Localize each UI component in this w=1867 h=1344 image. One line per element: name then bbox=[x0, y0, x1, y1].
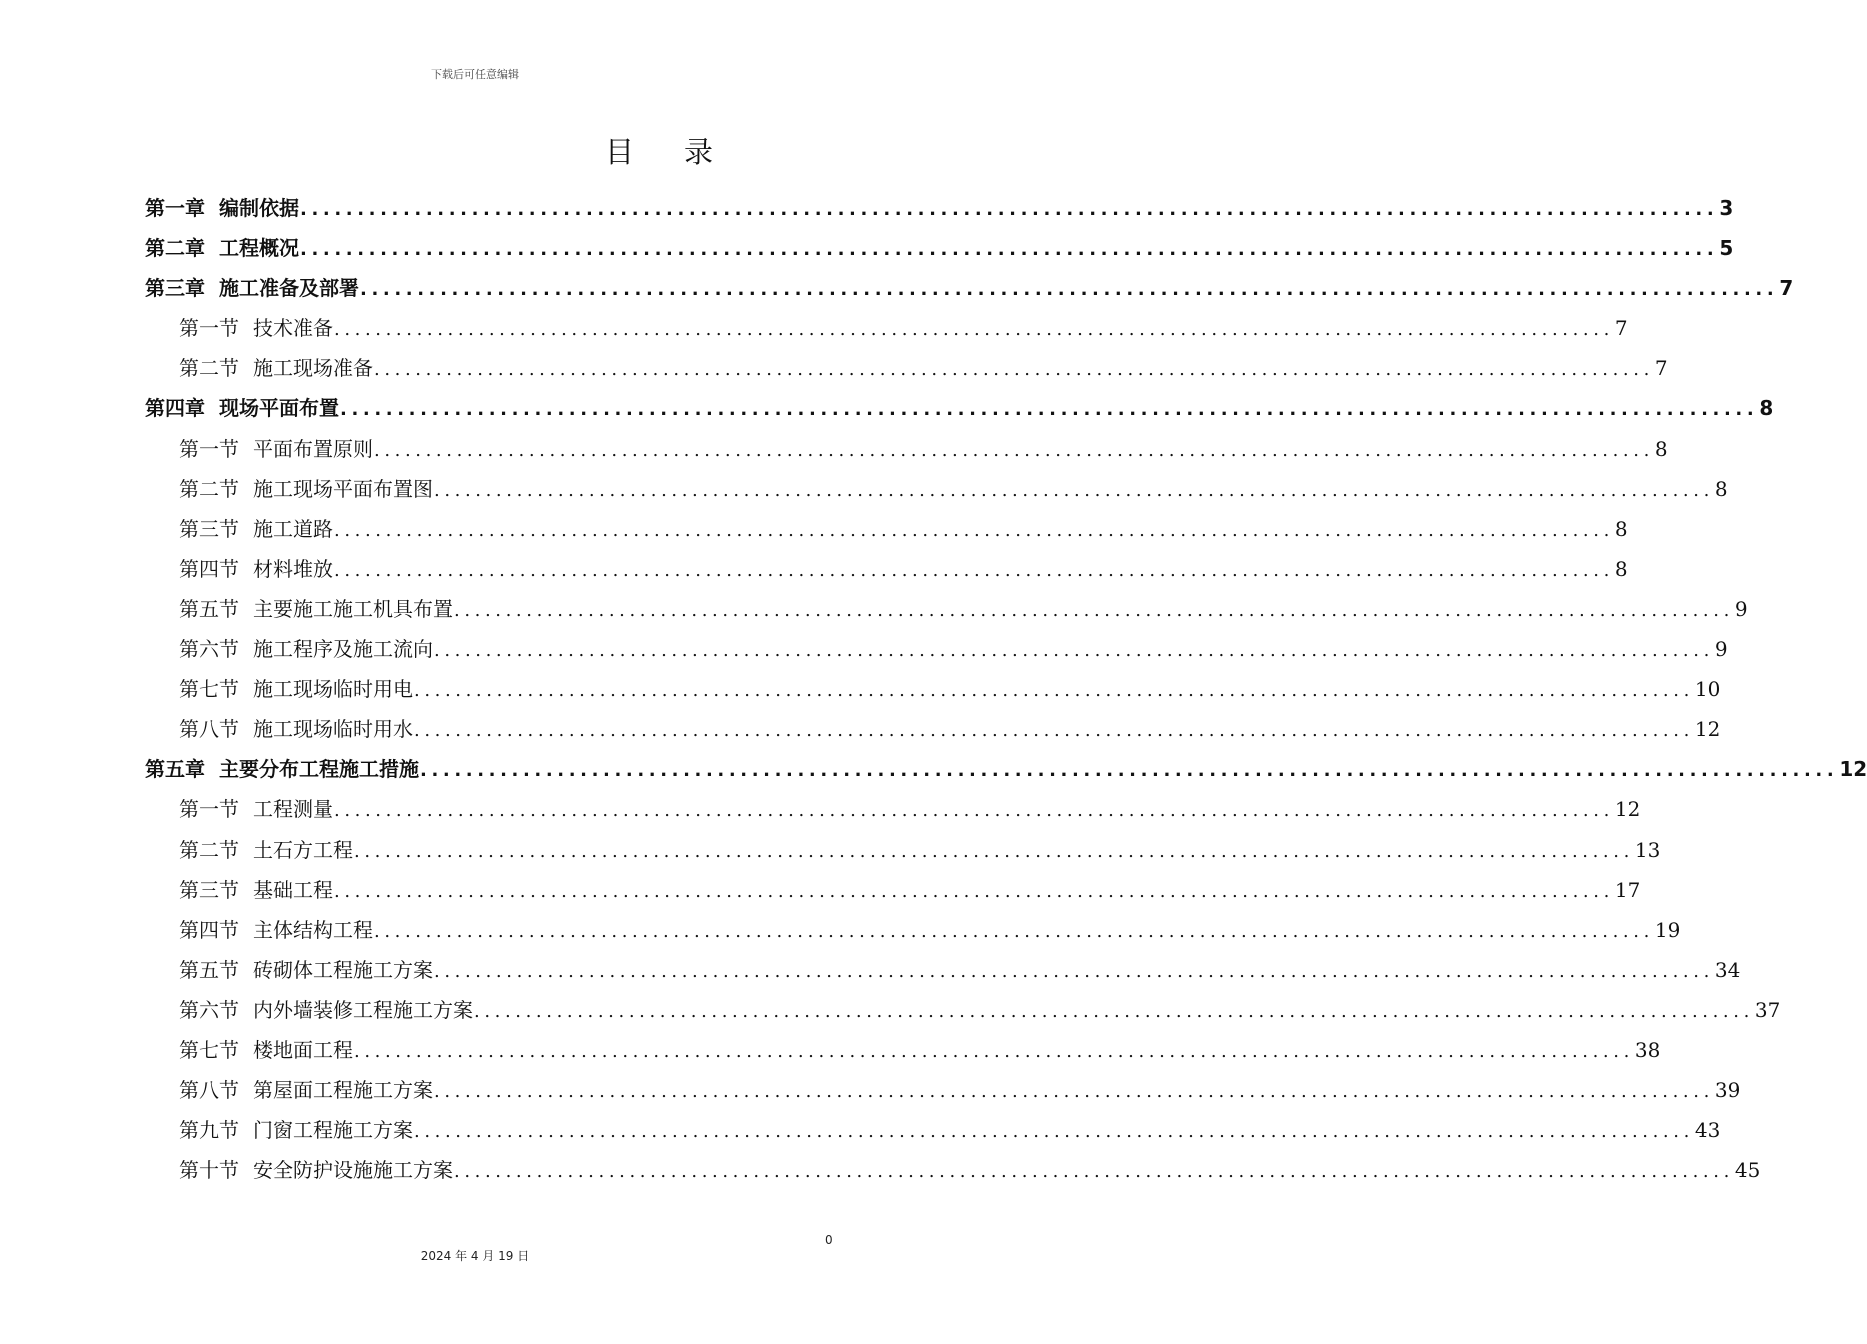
toc-entry-label bbox=[145, 268, 359, 308]
toc-entry-title: 工程概况 bbox=[219, 236, 299, 261]
toc-entry-title: 现场平面布置 bbox=[219, 396, 339, 421]
header-note: 下载后可任意编辑 bbox=[431, 68, 519, 81]
toc-entry-label bbox=[179, 589, 453, 629]
toc-entry-label bbox=[179, 950, 433, 990]
toc-entry-label bbox=[179, 509, 333, 549]
toc-dot-leader: ............................................................................................................................ bbox=[300, 199, 1719, 220]
toc-section-entry[interactable] bbox=[145, 910, 1681, 950]
toc-entry-label bbox=[179, 830, 353, 870]
toc-entry-label bbox=[145, 388, 339, 428]
toc-entry-page: 43 bbox=[1694, 1118, 1721, 1143]
toc-entry-page: 8 bbox=[1614, 556, 1628, 581]
toc-entry-number: 第八节 bbox=[179, 717, 239, 742]
toc-dot-leader: ............................................................................................................................ bbox=[300, 239, 1719, 261]
toc-entry-title: 主要分布工程施工措施 bbox=[219, 757, 419, 782]
toc-entry-title: 土石方工程 bbox=[253, 837, 353, 862]
footer-page-number: 0 bbox=[825, 1233, 833, 1247]
toc-entry-number: 第九节 bbox=[179, 1118, 239, 1143]
toc-entry-page: 12 bbox=[1839, 757, 1867, 782]
toc-entry-title: 施工道路 bbox=[253, 516, 333, 541]
toc-entry-title: 楼地面工程 bbox=[253, 1037, 353, 1062]
toc-entry-label bbox=[179, 870, 333, 910]
toc-dot-leader: ............................................................................................................................ bbox=[354, 1040, 1634, 1062]
page-title bbox=[0, 130, 950, 171]
toc-dot-leader: ............................................................................................................................ bbox=[454, 599, 1734, 621]
toc-chapter-entry[interactable] bbox=[145, 188, 1734, 228]
toc-section-entry[interactable] bbox=[145, 509, 1628, 549]
toc-entry-number: 第三节 bbox=[179, 516, 239, 541]
toc-entry-number: 第一节 bbox=[179, 797, 239, 822]
toc-dot-leader: ............................................................................................................................ bbox=[340, 399, 1759, 421]
toc-dot-leader: ............................................................................................................................ bbox=[474, 1000, 1754, 1022]
toc-entry-label bbox=[145, 188, 299, 228]
toc-section-entry[interactable] bbox=[145, 669, 1721, 709]
toc-entry-title: 施工现场准备 bbox=[253, 356, 373, 381]
toc-chapter-entry[interactable] bbox=[145, 388, 1774, 428]
toc-entry-number: 第二章 bbox=[145, 236, 205, 261]
toc-entry-label bbox=[179, 348, 373, 388]
toc-entry-page: 3 bbox=[1719, 196, 1734, 220]
toc-entry-label bbox=[179, 629, 433, 669]
toc-section-entry[interactable] bbox=[145, 950, 1741, 990]
toc-entry-page: 8 bbox=[1714, 476, 1728, 501]
toc-entry-label bbox=[179, 789, 333, 829]
toc-dot-leader: ............................................................................................................................ bbox=[374, 439, 1654, 461]
toc-entry-page: 5 bbox=[1719, 236, 1734, 261]
toc-entry-page: 45 bbox=[1734, 1158, 1761, 1183]
toc-dot-leader: ............................................................................................................................ bbox=[360, 279, 1779, 301]
toc-entry-page: 17 bbox=[1614, 877, 1641, 902]
toc-entry-label bbox=[179, 709, 413, 749]
toc-entry-title: 编制依据 bbox=[219, 196, 299, 220]
toc-entry-page: 9 bbox=[1714, 637, 1728, 662]
table-of-contents bbox=[145, 188, 1867, 1190]
toc-entry-label bbox=[179, 429, 373, 469]
toc-entry-title: 门窗工程施工方案 bbox=[253, 1118, 413, 1143]
toc-entry-number: 第五节 bbox=[179, 957, 239, 982]
toc-dot-leader: ............................................................................................................................ bbox=[434, 960, 1714, 982]
toc-dot-leader: ............................................................................................................................ bbox=[374, 359, 1654, 381]
toc-entry-number: 第八节 bbox=[179, 1078, 239, 1103]
toc-dot-leader: ............................................................................................................................ bbox=[334, 559, 1614, 581]
toc-dot-leader: ............................................................................................................................ bbox=[414, 720, 1694, 742]
toc-entry-number: 第三章 bbox=[145, 276, 205, 301]
toc-entry-page: 8 bbox=[1614, 516, 1628, 541]
toc-section-entry[interactable] bbox=[145, 348, 1668, 388]
toc-entry-title: 基础工程 bbox=[253, 877, 333, 902]
toc-entry-title: 施工现场临时用水 bbox=[253, 717, 413, 742]
toc-entry-label bbox=[179, 1150, 453, 1190]
toc-entry-page: 37 bbox=[1754, 997, 1781, 1022]
toc-dot-leader: ............................................................................................................................ bbox=[414, 1121, 1694, 1143]
toc-entry-number: 第三节 bbox=[179, 877, 239, 902]
toc-entry-number: 第四节 bbox=[179, 556, 239, 581]
toc-entry-number: 第五章 bbox=[145, 757, 205, 782]
toc-dot-leader: ............................................................................................................................ bbox=[374, 920, 1654, 942]
toc-entry-number: 第七节 bbox=[179, 1037, 239, 1062]
toc-entry-number: 第六节 bbox=[179, 637, 239, 662]
toc-dot-leader: ............................................................................................................................ bbox=[334, 800, 1614, 822]
footer-date: 2024 年 4 月 19 日 bbox=[420, 1249, 530, 1263]
toc-section-entry[interactable] bbox=[145, 589, 1748, 629]
toc-entry-page: 12 bbox=[1614, 797, 1641, 822]
toc-entry-page: 9 bbox=[1734, 596, 1748, 621]
toc-entry-label bbox=[179, 1110, 413, 1150]
toc-entry-title: 工程测量 bbox=[253, 797, 333, 822]
toc-entry-title: 平面布置原则 bbox=[253, 436, 373, 461]
toc-section-entry[interactable] bbox=[145, 1110, 1721, 1150]
toc-entry-number: 第四节 bbox=[179, 917, 239, 942]
toc-section-entry[interactable] bbox=[145, 549, 1628, 589]
toc-entry-page: 8 bbox=[1759, 396, 1774, 421]
toc-entry-number: 第一节 bbox=[179, 316, 239, 341]
toc-entry-page: 12 bbox=[1694, 717, 1721, 742]
toc-entry-page: 7 bbox=[1779, 276, 1794, 301]
toc-dot-leader: ............................................................................................................................ bbox=[434, 640, 1714, 662]
toc-dot-leader: ............................................................................................................................ bbox=[414, 680, 1694, 702]
toc-chapter-entry[interactable] bbox=[145, 228, 1734, 268]
toc-entry-number: 第二节 bbox=[179, 476, 239, 501]
toc-section-entry[interactable] bbox=[145, 1150, 1761, 1190]
toc-section-entry[interactable] bbox=[145, 789, 1641, 829]
toc-entry-title: 施工准备及部署 bbox=[219, 276, 359, 301]
toc-section-entry[interactable] bbox=[145, 1030, 1661, 1070]
toc-entry-title: 主要施工施工机具布置 bbox=[253, 596, 453, 621]
toc-entry-page: 7 bbox=[1654, 356, 1668, 381]
toc-section-entry[interactable] bbox=[145, 870, 1641, 910]
toc-entry-page: 13 bbox=[1634, 837, 1661, 862]
toc-entry-label bbox=[179, 549, 333, 589]
toc-entry-page: 38 bbox=[1634, 1037, 1661, 1062]
toc-section-entry[interactable] bbox=[145, 308, 1628, 348]
toc-dot-leader: ............................................................................................................................ bbox=[334, 319, 1614, 341]
toc-section-entry[interactable] bbox=[145, 830, 1661, 870]
toc-entry-title: 施工程序及施工流向 bbox=[253, 637, 433, 662]
toc-entry-label bbox=[145, 228, 299, 268]
toc-entry-page: 7 bbox=[1614, 316, 1628, 341]
toc-entry-number: 第五节 bbox=[179, 596, 239, 621]
toc-dot-leader: ............................................................................................................................ bbox=[420, 760, 1839, 782]
toc-entry-label bbox=[179, 1030, 353, 1070]
toc-section-entry[interactable] bbox=[145, 469, 1728, 509]
toc-dot-leader: ............................................................................................................................ bbox=[434, 1081, 1714, 1103]
toc-entry-number: 第二节 bbox=[179, 837, 239, 862]
toc-entry-title: 第屋面工程施工方案 bbox=[253, 1078, 433, 1103]
toc-entry-label bbox=[179, 308, 333, 348]
toc-dot-leader: ............................................................................................................................ bbox=[454, 1161, 1734, 1183]
toc-entry-number: 第一章 bbox=[145, 196, 205, 220]
toc-entry-label bbox=[145, 749, 419, 789]
toc-section-entry[interactable] bbox=[145, 1070, 1741, 1110]
toc-entry-title: 施工现场临时用电 bbox=[253, 677, 413, 702]
toc-entry-label bbox=[179, 669, 413, 709]
toc-dot-leader: ............................................................................................................................ bbox=[334, 880, 1614, 902]
toc-entry-label bbox=[179, 910, 373, 950]
toc-entry-title: 施工现场平面布置图 bbox=[253, 476, 433, 501]
toc-chapter-entry[interactable] bbox=[145, 749, 1867, 789]
toc-entry-label bbox=[179, 469, 433, 509]
toc-entry-number: 第一节 bbox=[179, 436, 239, 461]
toc-section-entry[interactable] bbox=[145, 709, 1721, 749]
toc-entry-number: 第六节 bbox=[179, 997, 239, 1022]
toc-entry-number: 第七节 bbox=[179, 677, 239, 702]
page-title-part1: 目 bbox=[604, 135, 636, 169]
toc-entry-page: 8 bbox=[1654, 436, 1668, 461]
toc-section-entry[interactable] bbox=[145, 429, 1668, 469]
toc-section-entry[interactable] bbox=[145, 629, 1728, 669]
toc-entry-number: 第二节 bbox=[179, 356, 239, 381]
page-title-part2: 录 bbox=[684, 135, 716, 169]
toc-entry-label bbox=[179, 1070, 433, 1110]
toc-entry-page: 10 bbox=[1694, 677, 1721, 702]
toc-dot-leader: ............................................................................................................................ bbox=[354, 840, 1634, 862]
toc-entry-page: 34 bbox=[1714, 957, 1741, 982]
toc-entry-title: 安全防护设施施工方案 bbox=[253, 1158, 453, 1183]
toc-entry-title: 内外墙装修工程施工方案 bbox=[253, 997, 473, 1022]
toc-entry-title: 砖砌体工程施工方案 bbox=[253, 957, 433, 982]
toc-entry-page: 19 bbox=[1654, 917, 1681, 942]
toc-dot-leader: ............................................................................................................................ bbox=[434, 479, 1714, 501]
toc-entry-number: 第四章 bbox=[145, 396, 205, 421]
toc-entry-title: 技术准备 bbox=[253, 316, 333, 341]
toc-dot-leader: ............................................................................................................................ bbox=[334, 519, 1614, 541]
toc-entry-page: 39 bbox=[1714, 1078, 1741, 1103]
toc-entry-title: 材料堆放 bbox=[253, 556, 333, 581]
toc-entry-title: 主体结构工程 bbox=[253, 917, 373, 942]
toc-chapter-entry[interactable] bbox=[145, 268, 1794, 308]
toc-entry-label bbox=[179, 990, 473, 1030]
toc-section-entry[interactable] bbox=[145, 990, 1781, 1030]
toc-entry-number: 第十节 bbox=[179, 1158, 239, 1183]
